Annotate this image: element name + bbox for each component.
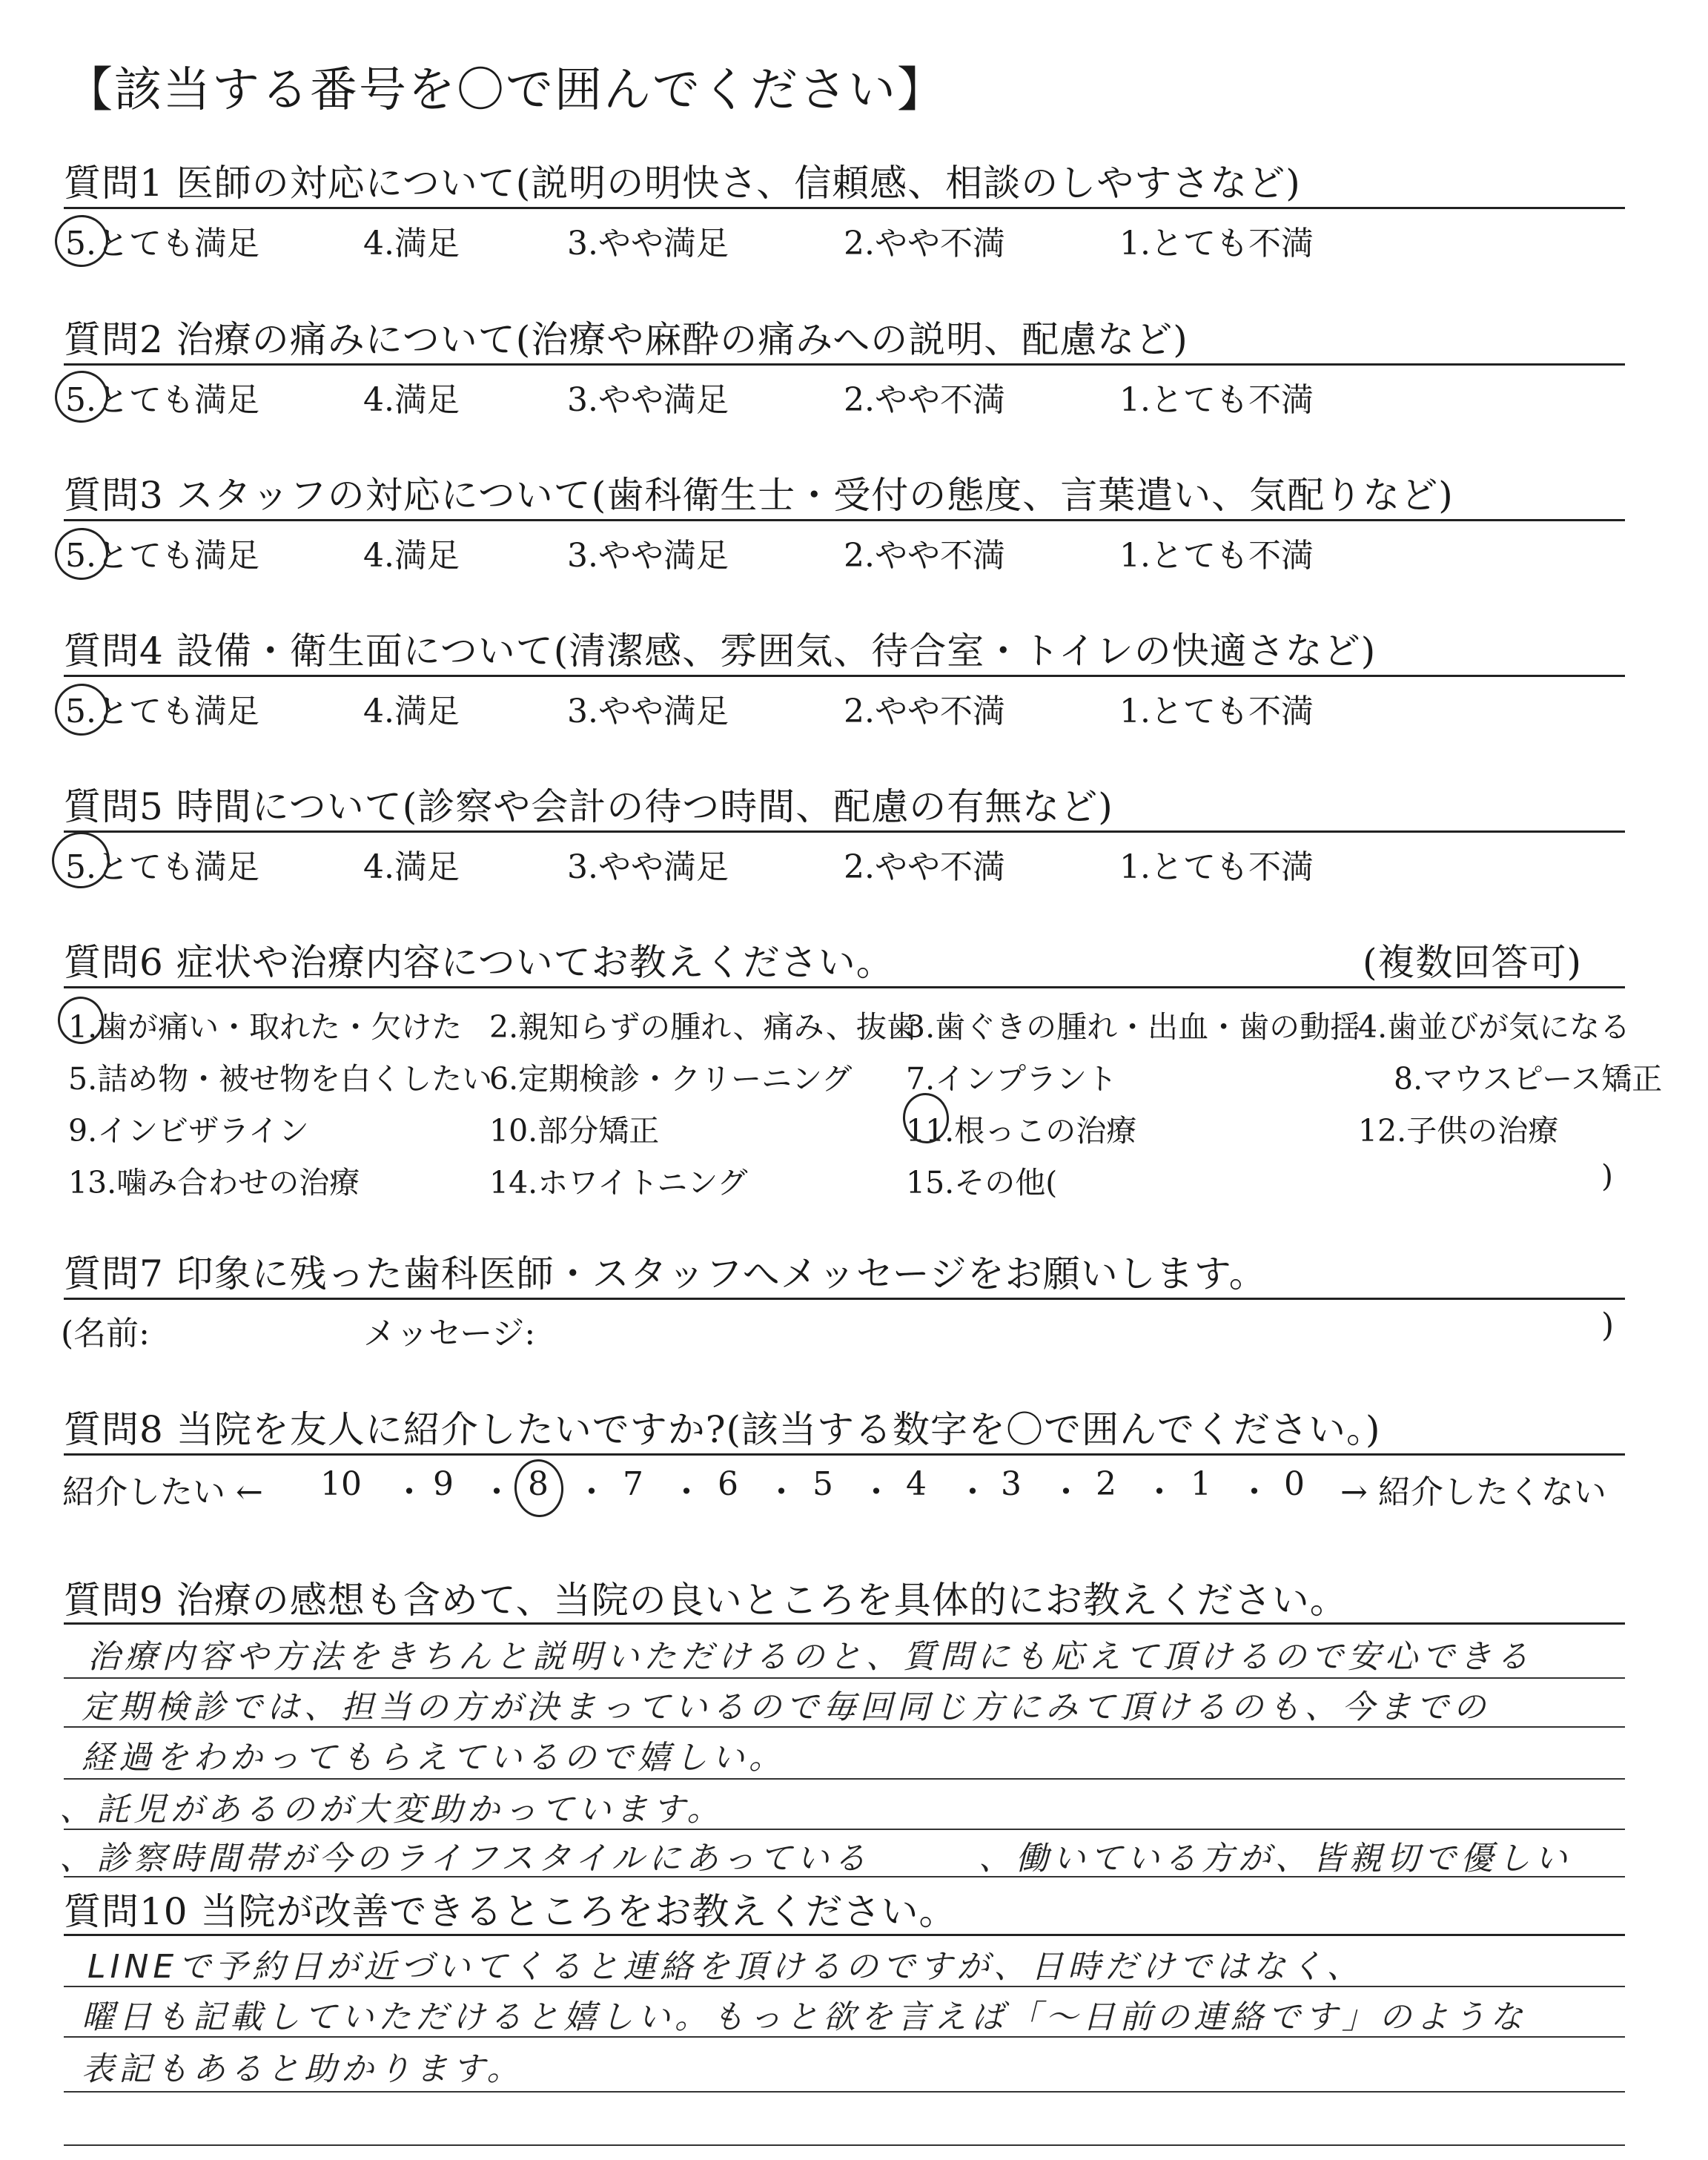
q6-option-12[interactable]: 12.子供の治療	[1358, 1113, 1559, 1149]
handwriting-line: 定期検診では、担当の方が決まっているので毎回同じ方にみて頂けるのも、今までの	[82, 1688, 1490, 1726]
q6-option-3[interactable]: 3.歯ぐきの腫れ・出血・歯の動揺	[906, 1009, 1361, 1045]
answer-line	[64, 1778, 1625, 1780]
divider	[64, 675, 1625, 677]
divider	[64, 1453, 1625, 1456]
separator: ・	[860, 1473, 893, 1511]
q6-option-7[interactable]: 7.インプラント	[906, 1061, 1118, 1097]
message-close-paren: )	[1601, 1307, 1615, 1344]
scale-0[interactable]: 0	[1284, 1465, 1305, 1503]
scale-6[interactable]: 6	[718, 1465, 738, 1503]
scale-1[interactable]: 1	[1191, 1465, 1211, 1503]
q6-option-1[interactable]: 1.歯が痛い・取れた・欠けた	[68, 1009, 463, 1045]
question-9-title: 質問9 治療の感想も含めて、当院の良いところを具体的にお教えください。	[64, 1579, 1348, 1622]
q5-option-3[interactable]: 3.やや満足	[567, 848, 729, 886]
q6-option-14[interactable]: 14.ホワイトニング	[489, 1165, 748, 1200]
q4-option-1[interactable]: 1.とても不満	[1119, 693, 1314, 730]
q6-option-4[interactable]: 4.歯並びが気になる	[1358, 1009, 1631, 1045]
q2-option-1[interactable]: 1.とても不満	[1119, 381, 1314, 419]
q6-option-13[interactable]: 13.噛み合わせの治療	[68, 1165, 360, 1200]
scale-8[interactable]: 8	[528, 1465, 549, 1503]
answer-line	[64, 1677, 1625, 1679]
q3-option-3[interactable]: 3.やや満足	[567, 537, 729, 575]
handwriting-line: 曜日も記載していただけると嬉しい。もっと欲を言えば「〜日前の連絡です」のような	[82, 1998, 1527, 2036]
handwriting-line: 、働いている方が、皆親切で優しい	[979, 1840, 1572, 1877]
scale-10[interactable]: 10	[320, 1465, 362, 1503]
page-title: 【該当する番号を〇で囲んでください】	[65, 63, 946, 118]
q4-option-5[interactable]: 5.とても満足	[65, 693, 259, 730]
divider	[64, 1934, 1625, 1936]
divider	[64, 519, 1625, 521]
recommend-left-label: 紹介したい ←	[62, 1473, 263, 1511]
q6-option-10[interactable]: 10.部分矯正	[489, 1113, 660, 1149]
q2-option-4[interactable]: 4.満足	[363, 381, 460, 419]
scale-7[interactable]: 7	[623, 1465, 643, 1503]
selection-circle	[512, 1458, 565, 1519]
question-8-title: 質問8 当院を友人に紹介したいですか?(該当する数字を〇で囲んでください。)	[64, 1408, 1381, 1451]
divider	[64, 207, 1625, 209]
q5-option-4[interactable]: 4.満足	[363, 848, 460, 886]
q4-option-4[interactable]: 4.満足	[363, 693, 460, 730]
handwriting-line: LINEで予約日が近づいてくると連絡を頂けるのですが、日時だけではなく、	[87, 1948, 1364, 1986]
separator: ・	[1238, 1473, 1271, 1511]
divider	[64, 830, 1625, 833]
q6-option-2[interactable]: 2.親知らずの腫れ、痛み、抜歯	[489, 1009, 918, 1045]
scale-2[interactable]: 2	[1096, 1465, 1116, 1503]
handwriting-line: 、診察時間帯が今のライフスタイルにあっている	[59, 1840, 871, 1877]
separator: ・	[670, 1473, 703, 1511]
q6-option-11[interactable]: 11.根っこの治療	[906, 1113, 1137, 1149]
separator: ・	[956, 1473, 989, 1511]
scale-9[interactable]: 9	[433, 1465, 454, 1503]
q1-option-1[interactable]: 1.とても不満	[1119, 225, 1314, 262]
q1-option-5[interactable]: 5.とても満足	[65, 225, 259, 262]
q6-option-5[interactable]: 5.詰め物・被せ物を白くしたい	[68, 1061, 493, 1097]
q2-option-3[interactable]: 3.やや満足	[567, 381, 729, 419]
q5-option-2[interactable]: 2.やや不満	[844, 848, 1005, 886]
separator: ・	[480, 1473, 513, 1511]
separator: ・	[393, 1473, 426, 1511]
separator: ・	[575, 1473, 608, 1511]
recommend-right-label: → 紹介したくない	[1340, 1473, 1606, 1511]
other-close-paren: )	[1601, 1158, 1613, 1194]
question-6-title: 質問6 症状や治療内容についてお教えください。	[64, 941, 894, 984]
q4-option-2[interactable]: 2.やや不満	[844, 693, 1005, 730]
q2-option-2[interactable]: 2.やや不満	[844, 381, 1005, 419]
answer-line	[64, 2091, 1625, 2093]
separator: ・	[1143, 1473, 1176, 1511]
question-2-title: 質問2 治療の痛みについて(治療や麻酔の痛みへの説明、配慮など)	[64, 318, 1188, 361]
q1-option-3[interactable]: 3.やや満足	[567, 225, 729, 262]
scale-4[interactable]: 4	[906, 1465, 927, 1503]
multiple-answers-note: (複数回答可)	[1363, 941, 1583, 984]
handwriting-line: 、託児があるのが大変助かっています。	[59, 1791, 724, 1829]
scale-5[interactable]: 5	[812, 1465, 833, 1503]
q6-option-6[interactable]: 6.定期検診・クリーニング	[489, 1061, 853, 1097]
q3-option-1[interactable]: 1.とても不満	[1119, 537, 1314, 575]
q3-option-4[interactable]: 4.満足	[363, 537, 460, 575]
divider	[64, 363, 1625, 366]
question-3-title: 質問3 スタッフの対応について(歯科衛生士・受付の態度、言葉遣い、気配りなど)	[64, 474, 1454, 517]
q6-option-8[interactable]: 8.マウスピース矯正	[1394, 1061, 1663, 1097]
divider	[64, 1622, 1625, 1625]
question-7-title: 質問7 印象に残った歯科医師・スタッフへメッセージをお願いします。	[64, 1252, 1267, 1295]
question-4-title: 質問4 設備・衛生面について(清潔感、雰囲気、待合室・トイレの快適さなど)	[64, 630, 1377, 673]
handwriting-line: 治療内容や方法をきちんと説明いただけるのと、質問にも応えて頂けるので安心できる	[87, 1638, 1533, 1676]
q1-option-2[interactable]: 2.やや不満	[844, 225, 1005, 262]
q6-option-9[interactable]: 9.インビザライン	[68, 1113, 309, 1149]
divider	[64, 1298, 1625, 1300]
answer-line	[64, 2144, 1625, 2146]
q1-option-4[interactable]: 4.満足	[363, 225, 460, 262]
handwriting-line: 表記もあると助かります。	[82, 2050, 524, 2088]
question-10-title: 質問10 当院が改善できるところをお教えください。	[64, 1890, 957, 1933]
q4-option-3[interactable]: 3.やや満足	[567, 693, 729, 730]
handwriting-line: 経過をわかってもらえているので嬉しい。	[82, 1739, 786, 1777]
separator: ・	[1050, 1473, 1082, 1511]
q5-option-5[interactable]: 5.とても満足	[65, 848, 259, 886]
q5-option-1[interactable]: 1.とても不満	[1119, 848, 1314, 886]
message-label: メッセージ:	[363, 1315, 536, 1353]
separator: ・	[765, 1473, 798, 1511]
q6-option-15[interactable]: 15.その他(	[906, 1165, 1058, 1200]
question-5-title: 質問5 時間について(診察や会計の待つ時間、配慮の有無など)	[64, 785, 1113, 828]
divider	[64, 986, 1625, 988]
name-label: (名前:	[61, 1315, 150, 1353]
q3-option-5[interactable]: 5.とても満足	[65, 537, 259, 575]
q2-option-5[interactable]: 5.とても満足	[65, 381, 259, 419]
q3-option-2[interactable]: 2.やや不満	[844, 537, 1005, 575]
question-1-title: 質問1 医師の対応について(説明の明快さ、信頼感、相談のしやすさなど)	[64, 162, 1301, 205]
scale-3[interactable]: 3	[1001, 1465, 1022, 1503]
